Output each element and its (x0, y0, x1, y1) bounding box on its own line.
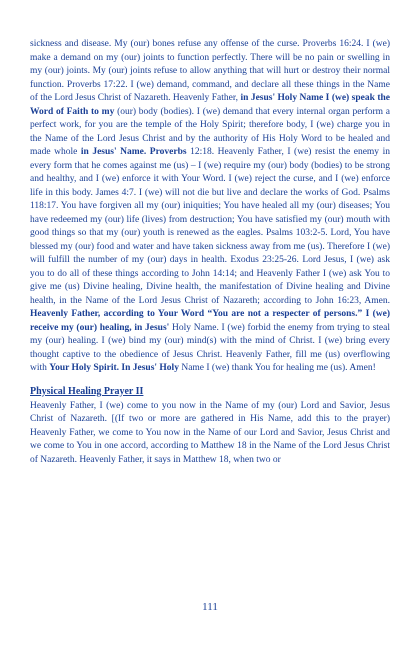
bold-text-run: Your Holy Spirit. In Jesus' Holy (49, 363, 179, 373)
prayer-paragraph-1 (30, 38, 390, 376)
section-heading: Physical Healing Prayer II (30, 385, 144, 397)
prayer-paragraph-2: Heavenly Father, I (we) come to you now in the Name of my (our) Lord and Savior, Jesus Christ of Nazareth. [(If two or more are gathered in His Name, add this to the prayer) Heavenly Father, we come to You now in the Name of our Lord and Savior, Jesus Christ and we come to You in one accord, according to Matthew 18 in the Name of the Lord Jesus Christ of Nazareth. Heavenly Father, it says in Matthew 18, when two or (30, 400, 390, 465)
text-run: Name I (we) thank You for healing me (us). Amen! (178, 363, 376, 373)
page-number: 111 (202, 601, 218, 613)
bold-text-run: Heavenly Father, according to Your Word “You are not a respecter of persons.” I (we) receive my (our) healing, in Jesus' (30, 309, 390, 333)
text-run: sickness and disease. My (our) bones refuse any offense of the curse. Proverbs 16:24. I (we) make a demand on my (our) joints to function perfectly. There will be no pain or swelling in my (our) joints. My (our) joints refuse to allow anything that will hurt or destroy their normal function. Proverbs 17:22. I (we) demand, command, and declare all these things in the Name of the Lord Jesus Christ of Nazareth. Heavenly Father, (30, 39, 390, 103)
bold-text-run: in Jesus' Name. Proverbs (80, 147, 187, 157)
bold-text-run: in Jesus' Holy Name I (we) speak the Word of Faith to my (30, 93, 390, 117)
text-run: (our) body (bodies). I (we) demand that every internal organ perform a perfect work, for you are the temple of the Holy Spirit; therefore body, I (we) charge you in the Name of the Lord Jesus Christ and by the authority of His Holy Word to be healed and made whole (30, 106, 390, 157)
text-run: Holy Name. I (we) forbid the enemy from trying to steal my (our) healing. I (we) bind my (our) mind(s) with the mind of Christ. I (we) bring every thought captive to the obedience of Jesus Christ. Heavenly Father, fill me (us) overflowing with (30, 322, 391, 373)
text-run: 12:18. Heavenly Father, I (we) resist the enemy in every form that he comes against me (us) – I (we) require my (our) body (bodies) to be strong and healthy, and I (we) enforce it with Your Word. I (we) reject the curse, and I (we) enforce life in this body. James 4:7. I (we) will not die but live and declare the works of God. Psalms 118:17. You have forgiven all my (our) iniquities; You have healed all my (our) diseases; You have redeemed my (our) life (lives) from destruction; You have satisfied my (our) mouth with good things so that my (our) youth is renewed as the eagles. Psalms 103:2-5. Lord, You have blessed my (our) food and water and have taken sickness away from me (us). Therefore I (we) will fulfill the number of my (our) days in health. Exodus 23:25-26. Lord Jesus, I (we) ask you to do all of these things according to John 14:14; and Heavenly Father I (we) ask You to give me (us) Divine healing, Divine health, the manifestation of Divine healing and Divine health, in the Name of the Lord Jesus Christ of Nazareth; according to John 16:23, Amen. (30, 147, 390, 306)
